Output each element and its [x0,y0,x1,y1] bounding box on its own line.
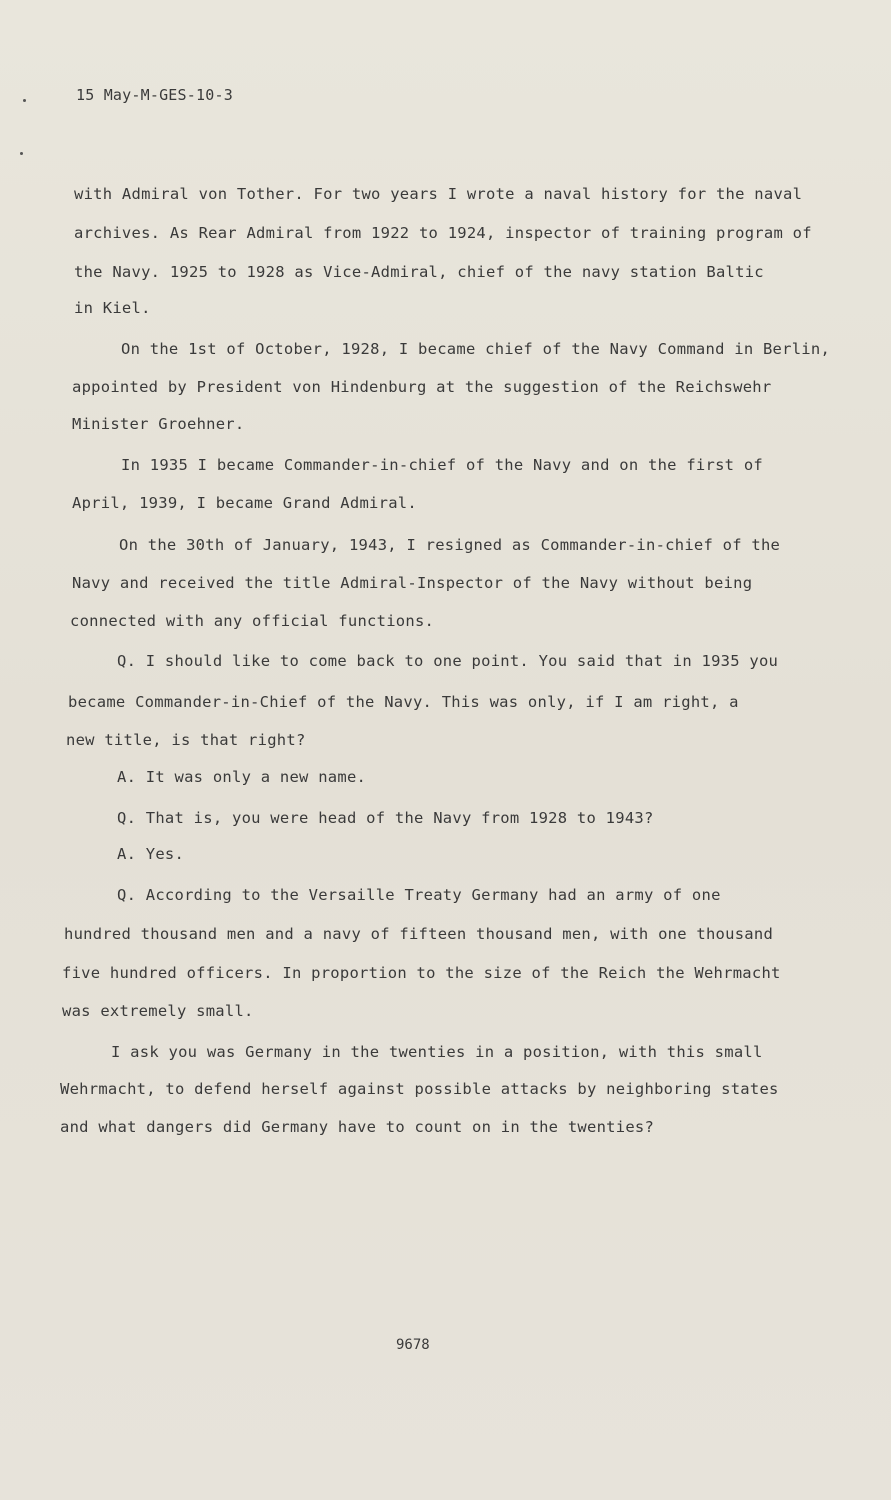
text-line: archives. As Rear Admiral from 1922 to 1924, inspector of training program of [74,224,812,242]
text-line: connected with any official functions. [70,612,435,630]
text-line: On the 1st of October, 1928, I became chief of the Navy Command in Berlin, [121,340,831,358]
text-line: On the 30th of January, 1943, I resigned as Commander-in-chief of the [119,536,781,554]
text-line: Q. According to the Versaille Treaty Germany had an army of one [117,886,721,904]
text-line: new title, is that right? [66,731,306,749]
text-line: appointed by President von Hindenburg at the suggestion of the Reichswehr [72,378,772,396]
text-line: in Kiel. [74,299,151,317]
text-line: Q. That is, you were head of the Navy from 1928 to 1943? [117,809,654,827]
text-line: In 1935 I became Commander-in-chief of the Navy and on the first of [121,456,763,474]
text-line: April, 1939, I became Grand Admiral. [72,494,417,512]
page-number: 9678 [396,1337,430,1353]
margin-mark [23,99,26,102]
margin-mark [20,152,23,155]
text-line: Wehrmacht, to defend herself against possible attacks by neighboring states [60,1080,779,1098]
text-line: Q. I should like to come back to one point. You said that in 1935 you [117,652,779,670]
text-line: became Commander-in-Chief of the Navy. This was only, if I am right, a [68,693,739,711]
text-line: A. Yes. [117,845,185,863]
text-line: I ask you was Germany in the twenties in a position, with this small [111,1043,763,1061]
text-line: with Admiral von Tother. For two years I wrote a naval history for the naval [74,185,803,203]
text-line: and what dangers did Germany have to count on in the twenties? [60,1118,655,1136]
text-line: Minister Groehner. [72,415,245,433]
document-reference: 15 May-M-GES-10-3 [76,86,233,104]
text-line: Navy and received the title Admiral-Inspector of the Navy without being [72,574,753,592]
text-line: was extremely small. [62,1002,254,1020]
text-line: hundred thousand men and a navy of fifteen thousand men, with one thousand [64,925,774,943]
text-line: the Navy. 1925 to 1928 as Vice-Admiral, chief of the navy station Baltic [74,263,764,281]
text-line: A. It was only a new name. [117,768,367,786]
text-line: five hundred officers. In proportion to the size of the Reich the Wehrmacht [62,964,781,982]
